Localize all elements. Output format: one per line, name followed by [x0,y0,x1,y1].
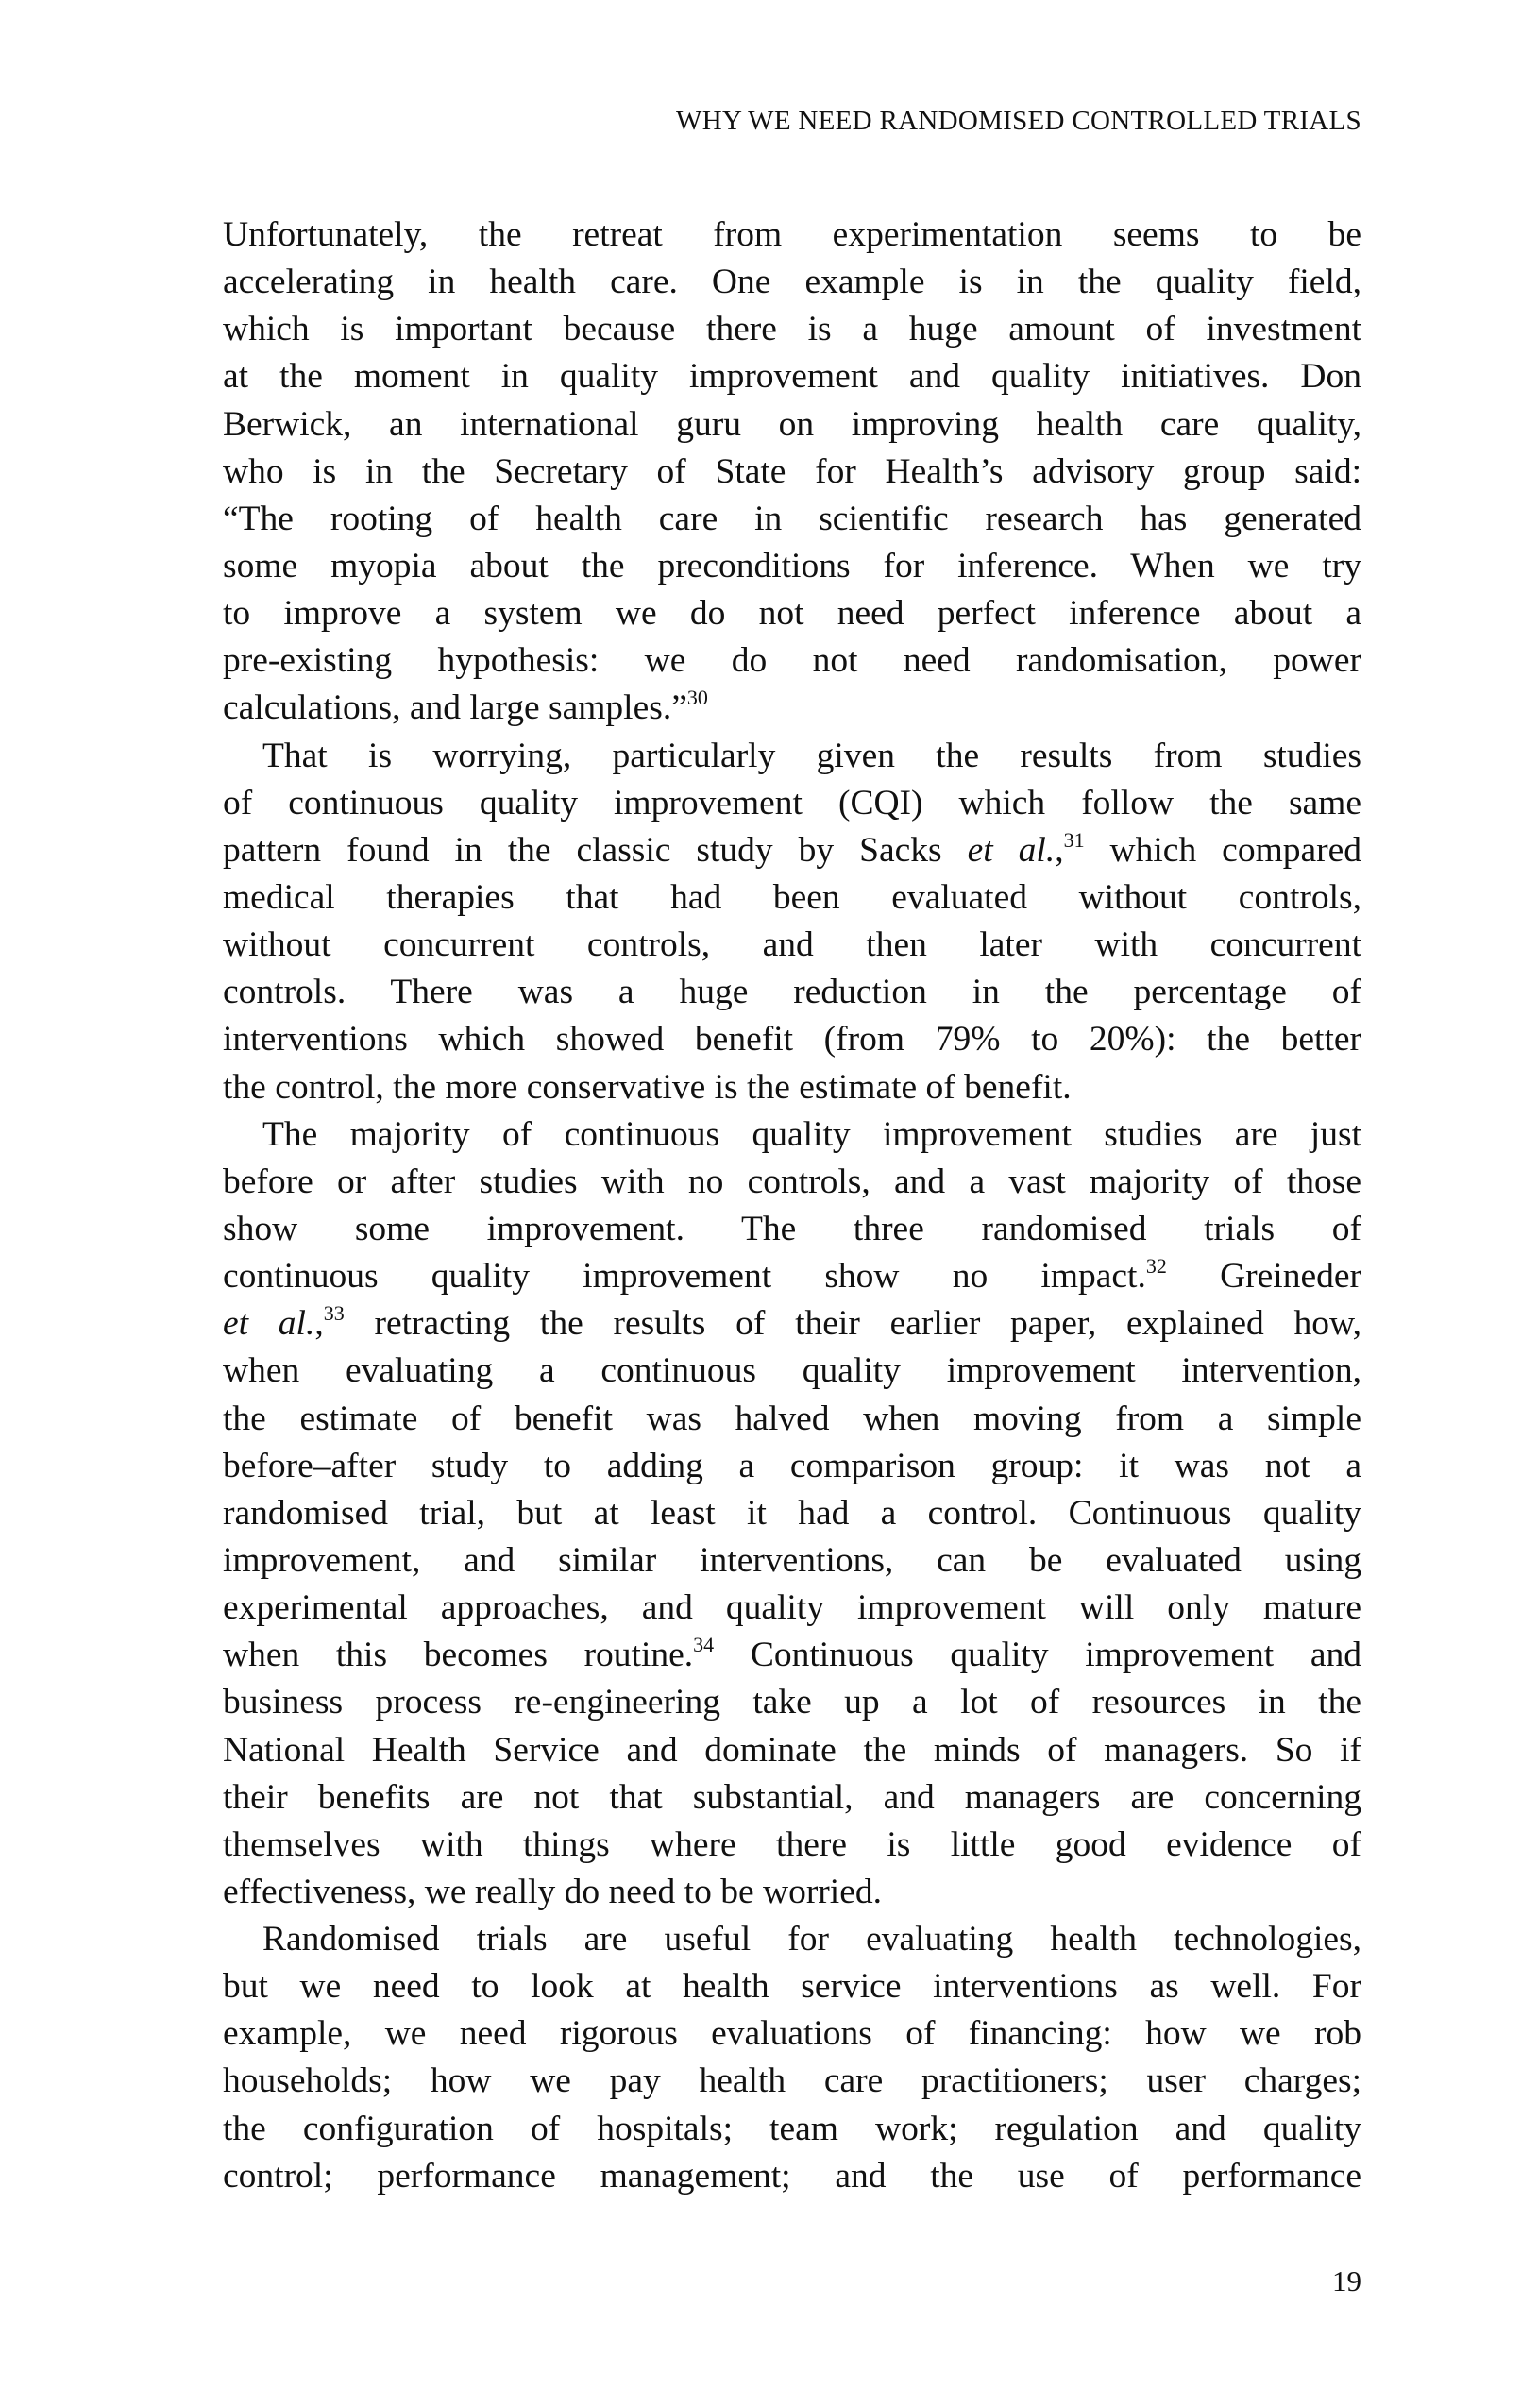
italic-text: et al. [967,830,1056,870]
text-run: the configuration of hospitals; team work; regulation and quality [223,2109,1361,2148]
text-run: without concurrent controls, and then later with concurrent [223,925,1361,965]
page-number: 19 [1332,2264,1361,2298]
text-run: example, we need rigorous evaluations of financing: how we rob [223,2014,1361,2054]
text-run: Unfortunately, the retreat from experimentation seems to be [223,215,1361,254]
text-run: business process re-engineering take up a lot of resources in the [223,1683,1361,1722]
paragraph [223,733,1361,1111]
text-line [223,874,1361,922]
text-run: experimental approaches, and quality improvement will only mature [223,1588,1361,1628]
text-line [223,353,1361,400]
body-text [223,212,1361,2200]
text-line [223,637,1361,685]
text-line [223,780,1361,827]
text-run: which compared [1084,830,1362,870]
text-run: households; how we pay health care practitioners; user charges; [223,2061,1361,2101]
text-run: their benefits are not that substantial, and managers are concerning [223,1777,1361,1817]
paragraph [223,1111,1361,1916]
text-line [223,1916,1361,1963]
text-line [223,1727,1361,1774]
text-run: National Health Service and dominate the minds of managers. So if [223,1730,1361,1770]
text-run: who is in the Secretary of State for Health’s advisory group said: [223,451,1361,491]
text-run: when evaluating a continuous quality improvement intervention, [223,1351,1361,1391]
text-run: Continuous quality improvement and [714,1636,1361,1675]
text-run: show some improvement. The three randomised trials of [223,1209,1361,1248]
paragraph [223,1916,1361,2200]
text-line [223,2058,1361,2105]
text-line [223,1064,1361,1111]
text-line [223,1822,1361,1869]
text-run: Randomised trials are useful for evaluating health technologies, [262,1920,1361,1959]
text-run: accelerating in health care. One example is in the quality field, [223,263,1361,302]
text-line [223,1396,1361,1443]
text-line [223,1300,1361,1348]
text-line [223,1585,1361,1632]
text-line [223,496,1361,543]
text-run: controls. There was a huge reduction in the percentage of [223,973,1361,1012]
text-line [223,212,1361,259]
running-head: WHY WE NEED RANDOMISED CONTROLLED TRIALS [676,106,1361,136]
text-line [223,1679,1361,1726]
italic-text: et al. [223,1304,315,1344]
text-run: before or after studies with no controls, and a vast majority of those [223,1162,1361,1201]
paragraph [223,212,1361,733]
text-run: themselves with things where there is little good evidence of [223,1824,1361,1864]
text-run: control; performance management; and the use of performance [223,2156,1361,2196]
text-run: randomised trial, but at least it had a control. Continuous quality [223,1493,1361,1533]
text-line [223,543,1361,590]
text-run: but we need to look at health service interventions as well. For [223,1967,1361,2007]
text-line [223,827,1361,874]
text-run: before–after study to adding a comparison group: it was not a [223,1446,1361,1485]
text-line [223,259,1361,306]
text-run: That is worrying, particularly given the results from studies [262,736,1361,775]
text-line [223,590,1361,637]
text-run: , [314,1304,324,1344]
text-run: The majority of continuous quality improvement studies are just [262,1114,1361,1154]
text-run: which is important because there is a huge amount of investment [223,310,1361,349]
text-line [223,306,1361,353]
text-line [223,969,1361,1016]
text-line [223,1963,1361,2010]
text-line [223,733,1361,780]
text-run: improvement, and similar interventions, can be evaluated using [223,1540,1361,1580]
text-run: to improve a system we do not need perfect inference about a [223,594,1361,634]
text-line [223,1348,1361,1395]
text-line [223,401,1361,449]
footnote-reference: 34 [693,1633,715,1657]
text-line [223,1443,1361,1490]
text-run: some myopia about the preconditions for inference. When we try [223,546,1361,585]
text-line [223,1111,1361,1159]
text-run: Greineder [1166,1257,1361,1297]
text-run: , [1055,830,1064,870]
text-line [223,2106,1361,2153]
text-run: medical therapies that had been evaluated without controls, [223,877,1361,917]
text-line [223,1869,1361,1916]
text-run: calculations, and large samples.” [223,688,687,728]
text-line [223,685,1361,732]
text-run: of continuous quality improvement (CQI) which follow the same [223,783,1361,822]
text-run: the control, the more conservative is the estimate of benefit. [223,1067,1072,1107]
text-line [223,1632,1361,1679]
text-line [223,1159,1361,1206]
text-run: retracting the results of their earlier paper, explained how, [344,1304,1361,1344]
footnote-reference: 33 [323,1301,345,1326]
text-run: pre-existing hypothesis: we do not need randomisation, power [223,641,1361,681]
footnote-reference: 32 [1145,1254,1167,1279]
text-line [223,449,1361,496]
text-line [223,1537,1361,1585]
text-run: pattern found in the classic study by Sacks [223,830,968,870]
text-line [223,2010,1361,2058]
text-line [223,1490,1361,1537]
text-line [223,1774,1361,1822]
text-line [223,2153,1361,2200]
text-run: Berwick, an international guru on improving health care quality, [223,404,1361,444]
text-run: continuous quality improvement show no impact. [223,1257,1146,1297]
text-run: the estimate of benefit was halved when moving from a simple [223,1399,1361,1438]
text-line [223,1253,1361,1300]
text-run: effectiveness, we really do need to be worried. [223,1872,882,1911]
footnote-reference: 31 [1063,827,1085,852]
text-line [223,922,1361,969]
text-line [223,1016,1361,1063]
footnote-reference: 30 [686,686,708,710]
text-run: when this becomes routine. [223,1636,694,1675]
text-run: at the moment in quality improvement and quality initiatives. Don [223,357,1361,397]
text-run: interventions which showed benefit (from 79% to 20%): the better [223,1020,1361,1060]
text-run: “The rooting of health care in scientific research has generated [223,499,1361,538]
text-line [223,1206,1361,1253]
